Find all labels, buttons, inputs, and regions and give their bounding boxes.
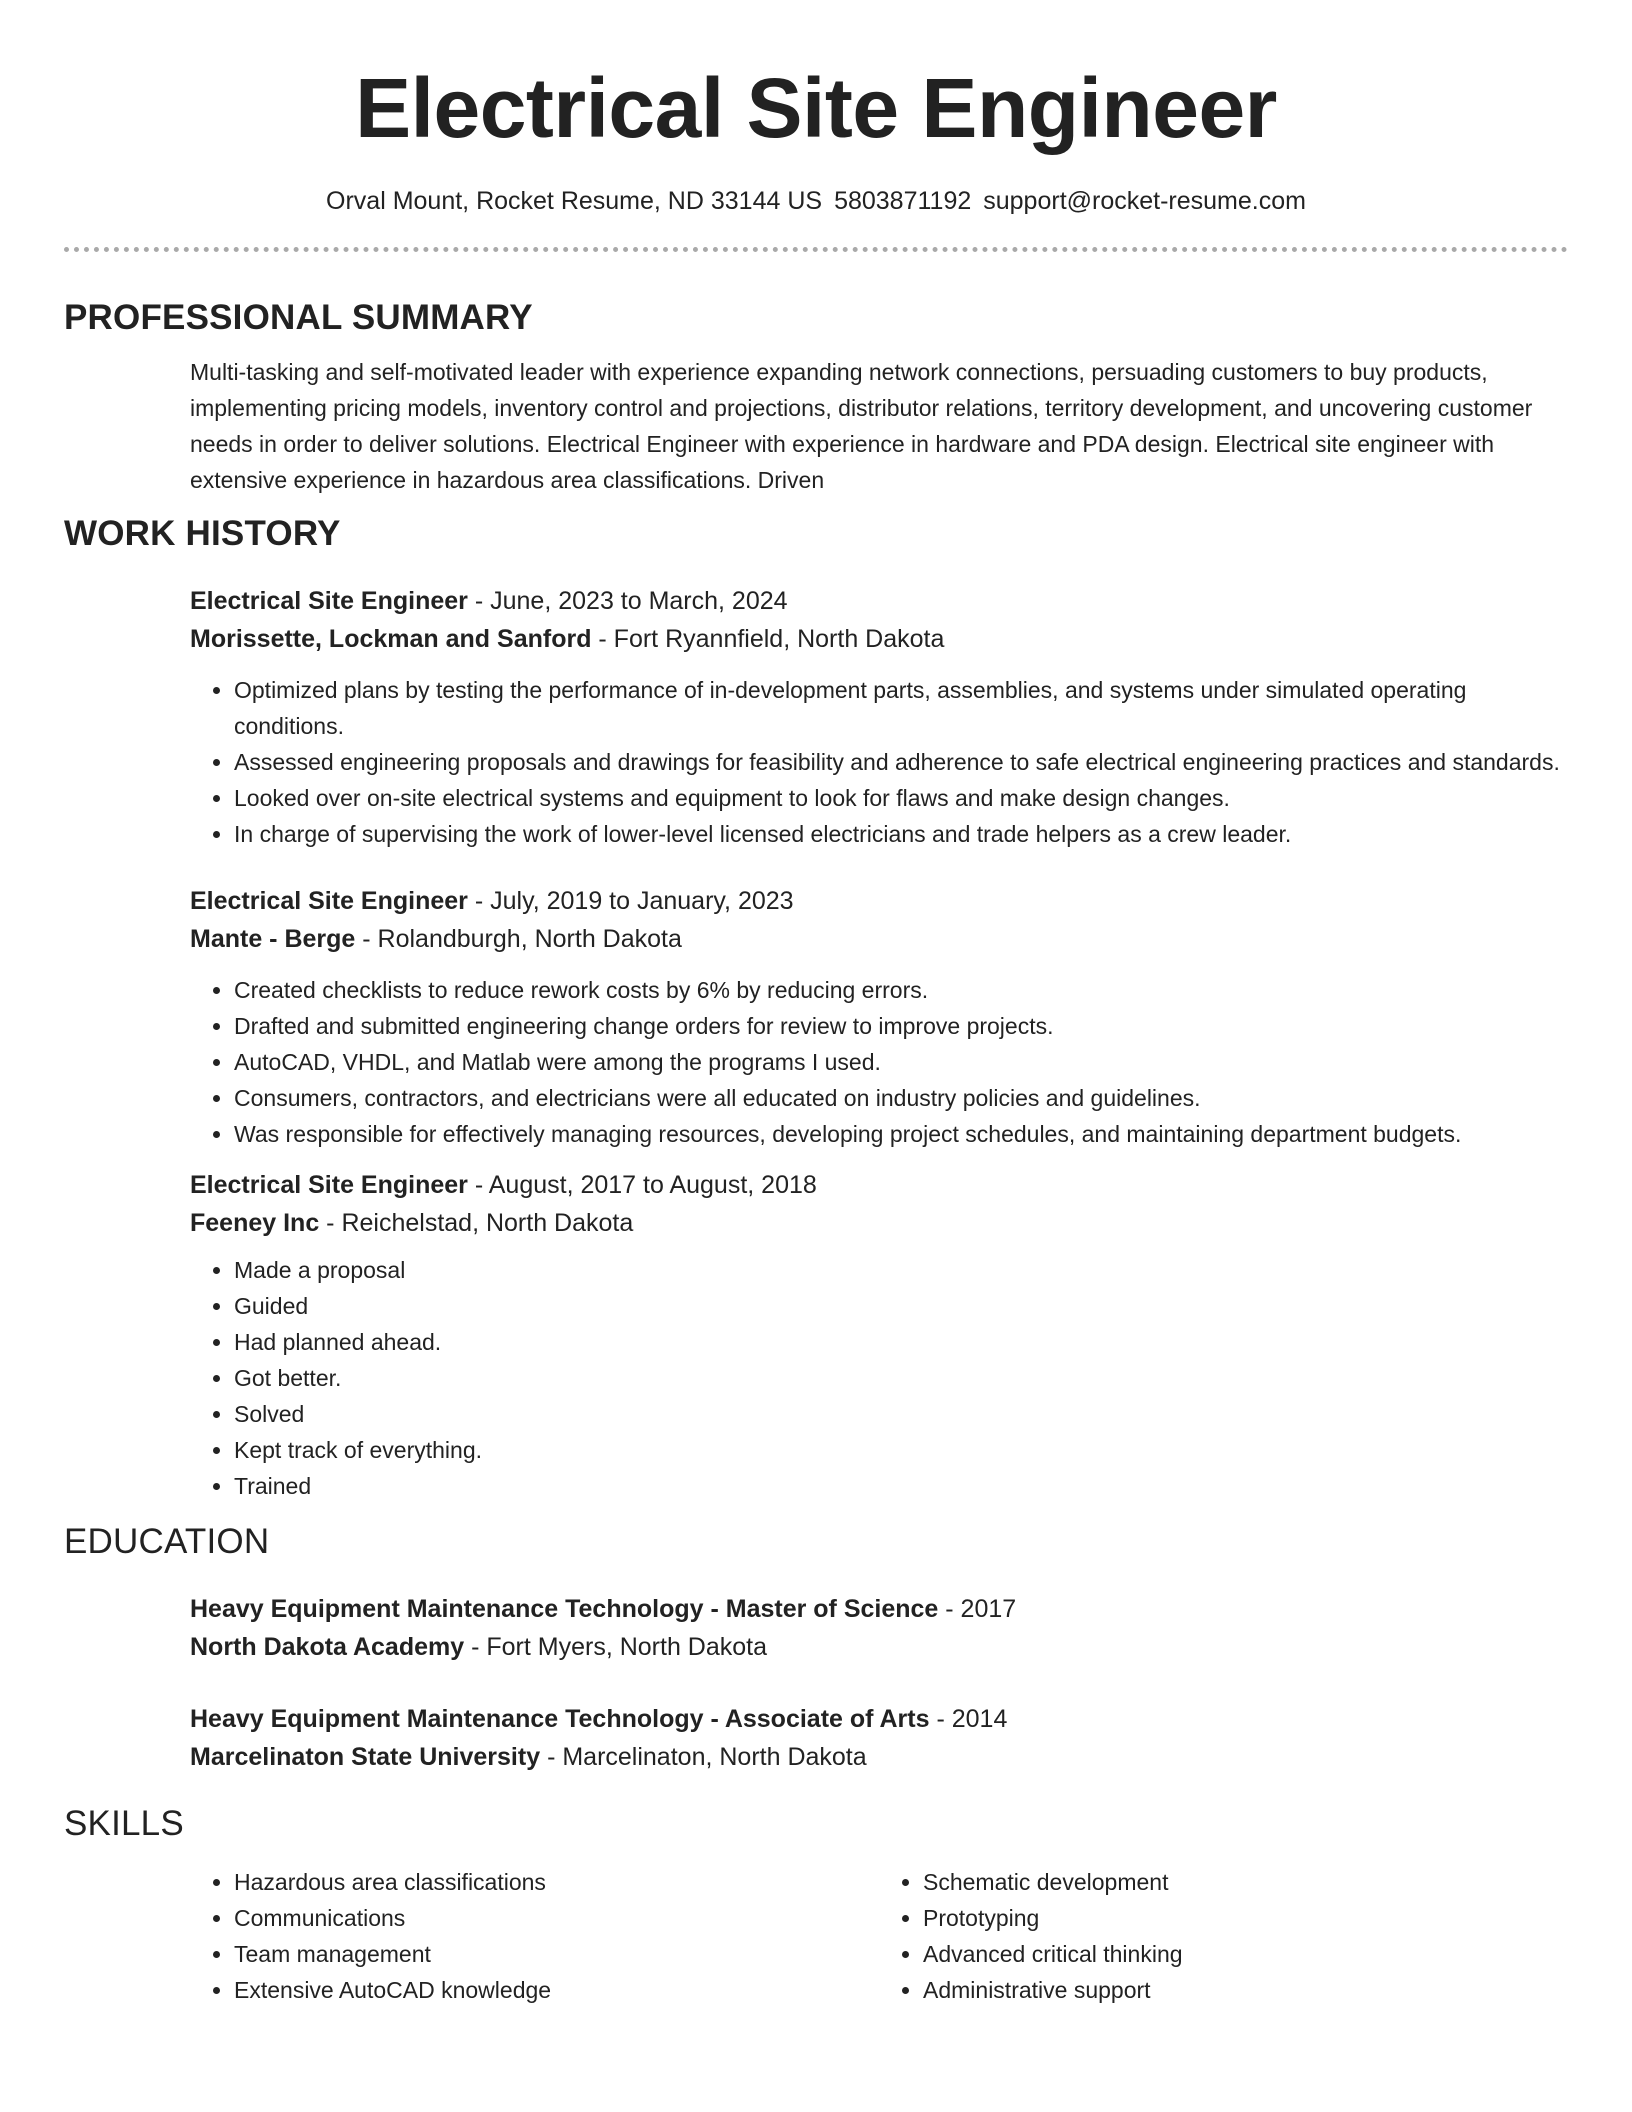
degree: Heavy Equipment Maintenance Technology - Master of Science	[190, 1594, 939, 1623]
list-item: • Communications	[234, 1900, 879, 1936]
job-company: Feeney Inc	[190, 1208, 320, 1237]
job-role-line	[190, 882, 1568, 920]
list-item: • Assessed engineering proposals and drawings for feasibility and adherence to safe electrical engineering practices and standards.	[234, 744, 1568, 780]
school: North Dakota Academy	[190, 1632, 465, 1661]
job-bullets	[190, 972, 1568, 1152]
list-item: • Optimized plans by testing the performance of in-development parts, assemblies, and systems under simulated operating conditions.	[234, 672, 1568, 744]
school-location: - Fort Myers, North Dakota	[464, 1632, 768, 1661]
list-item: • Guided	[234, 1288, 1568, 1324]
job-role: Electrical Site Engineer	[190, 586, 468, 615]
contact-address: Orval Mount, Rocket Resume, ND 33144 US	[326, 186, 823, 215]
list-item: • Solved	[234, 1396, 1568, 1432]
job-company: Morissette, Lockman and Sanford	[190, 624, 592, 653]
list-item: • Made a proposal	[234, 1252, 1568, 1288]
skills-grid	[64, 1864, 1568, 2008]
job-company-line	[190, 620, 1568, 658]
school: Marcelinaton State University	[190, 1742, 541, 1771]
list-item: • Looked over on-site electrical systems and equipment to look for flaws and make design changes.	[234, 780, 1568, 816]
list-item: • Extensive AutoCAD knowledge	[234, 1972, 879, 2008]
list-item: • AutoCAD, VHDL, and Matlab were among the programs I used.	[234, 1044, 1568, 1080]
education-heading: EDUCATION	[64, 1521, 270, 1561]
graduation-year: - 2017	[938, 1594, 1017, 1623]
skills-heading: SKILLS	[64, 1803, 184, 1843]
list-item: • Got better.	[234, 1360, 1568, 1396]
job-role-line	[190, 582, 1568, 620]
job-bullets	[190, 1252, 1568, 1504]
job-entry	[64, 1166, 1568, 1504]
list-item: • Team management	[234, 1936, 879, 1972]
education-entry	[64, 1700, 1568, 1776]
school-location: - Marcelinaton, North Dakota	[540, 1742, 867, 1771]
list-item: • Was responsible for effectively managing resources, developing project schedules, and maintaining department budgets.	[234, 1116, 1568, 1152]
list-item: • Hazardous area classifications	[234, 1864, 879, 1900]
job-bullets	[190, 672, 1568, 852]
list-item: • Created checklists to reduce rework costs by 6% by reducing errors.	[234, 972, 1568, 1008]
list-item: • Schematic development	[923, 1864, 1568, 1900]
summary-heading: PROFESSIONAL SUMMARY	[64, 297, 533, 337]
list-item: • Drafted and submitted engineering change orders for review to improve projects.	[234, 1008, 1568, 1044]
job-dates: - August, 2017 to August, 2018	[467, 1170, 817, 1199]
list-item: • Administrative support	[923, 1972, 1568, 2008]
summary-block	[64, 354, 1568, 498]
list-item: • Trained	[234, 1468, 1568, 1504]
contact-email: support@rocket-resume.com	[983, 186, 1306, 215]
job-location: - Fort Ryannfield, North Dakota	[591, 624, 945, 653]
school-line	[190, 1628, 1568, 1666]
contact-phone: 5803871192	[834, 186, 972, 215]
job-role: Electrical Site Engineer	[190, 1170, 468, 1199]
job-entry	[64, 882, 1568, 1152]
work-history-heading: WORK HISTORY	[64, 513, 341, 553]
list-item: • In charge of supervising the work of lower-level licensed electricians and trade helpers as a crew leader.	[234, 816, 1568, 852]
list-item: • Had planned ahead.	[234, 1324, 1568, 1360]
job-company-line	[190, 920, 1568, 958]
job-company-line	[190, 1204, 1568, 1242]
job-role-line	[190, 1166, 1568, 1204]
list-item: • Prototyping	[923, 1900, 1568, 1936]
graduation-year: - 2014	[929, 1704, 1008, 1733]
job-location: - Rolandburgh, North Dakota	[355, 924, 682, 953]
education-entry	[64, 1590, 1568, 1666]
list-item: • Consumers, contractors, and electricians were all educated on industry policies and guidelines.	[234, 1080, 1568, 1116]
list-item: • Kept track of everything.	[234, 1432, 1568, 1468]
job-dates: - July, 2019 to January, 2023	[467, 886, 794, 915]
job-role: Electrical Site Engineer	[190, 886, 468, 915]
header-divider	[64, 247, 1568, 252]
summary-text: Multi-tasking and self-motivated leader with experience expanding network connections, persuading customers to buy products, implementing pricing models, inventory control and projections, distributor relations, territory development, and uncovering customer needs in order to deliver solutions. Electrical Engineer with experience in hardware and PDA design. Electrical site engineer with extensive experience in hazardous area classifications. Driven	[190, 358, 1533, 493]
contact-line	[64, 183, 1568, 219]
degree-line	[190, 1590, 1568, 1628]
school-line	[190, 1738, 1568, 1776]
degree: Heavy Equipment Maintenance Technology - Associate of Arts	[190, 1704, 930, 1733]
skills-list-right	[879, 1864, 1568, 2008]
job-company: Mante - Berge	[190, 924, 356, 953]
job-location: - Reichelstad, North Dakota	[319, 1208, 634, 1237]
candidate-title: Electrical Site Engineer	[355, 61, 1277, 155]
list-item: • Advanced critical thinking	[923, 1936, 1568, 1972]
job-entry	[64, 582, 1568, 852]
skills-list-left	[190, 1864, 879, 2008]
job-dates: - June, 2023 to March, 2024	[467, 586, 788, 615]
degree-line	[190, 1700, 1568, 1738]
